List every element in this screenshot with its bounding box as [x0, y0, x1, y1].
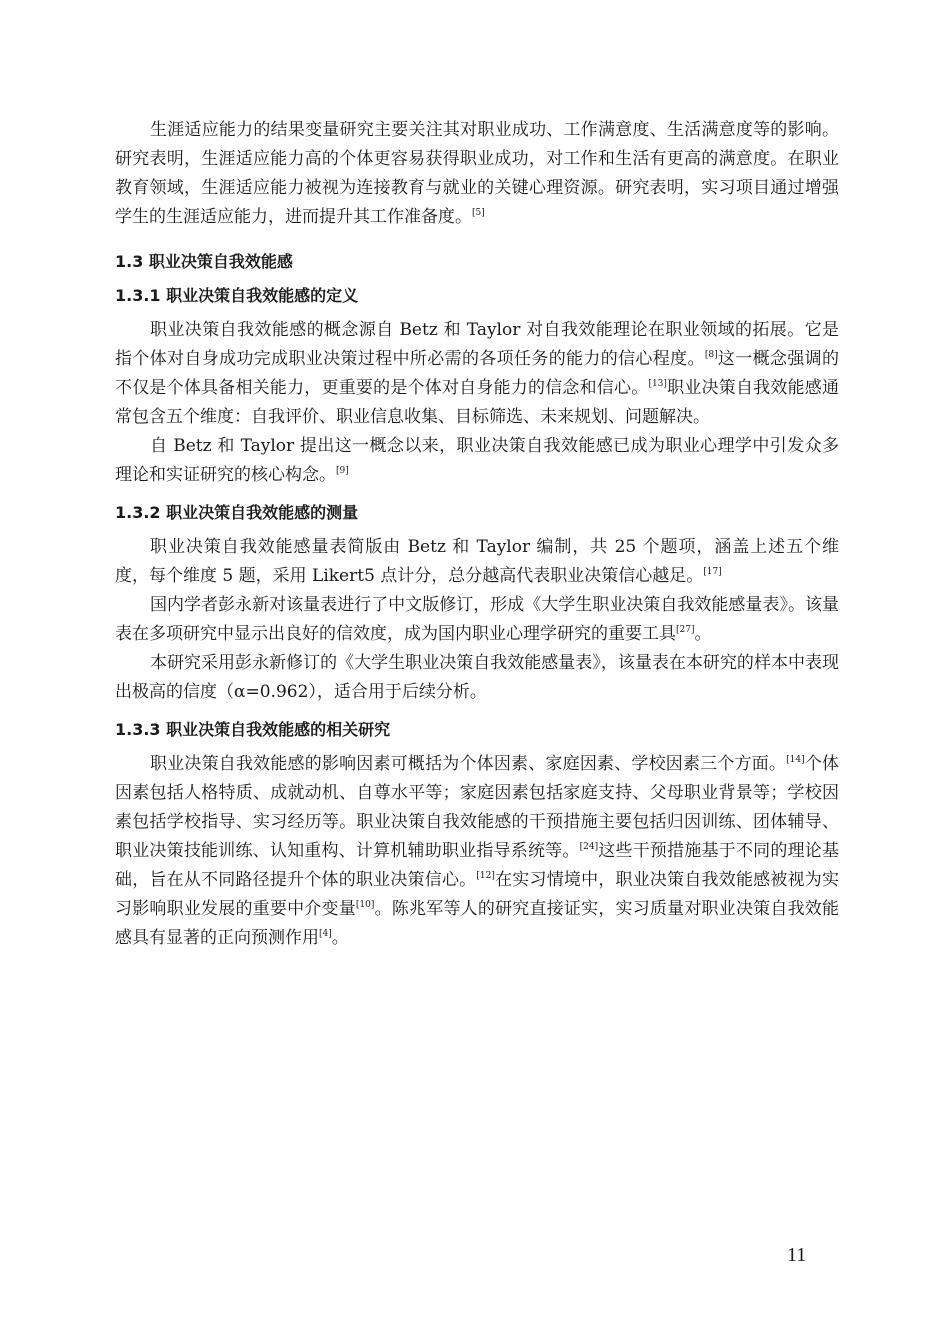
subsection-heading-related-research: 1.3.3 职业决策自我效能感的相关研究: [115, 720, 391, 739]
citation: [13]: [648, 379, 667, 389]
citation: [5]: [472, 208, 485, 218]
page-number: 11: [787, 1244, 807, 1266]
intro-text: 生涯适应能力的结果变量研究主要关注其对职业成功、工作满意度、生活满意度等的影响。研究表明，生涯适应能力高的个体更容易获得职业成功，对工作和生活有更高的满意度。在职业教育领域，生涯适应能力被视为连接教育与就业的关键心理资源。研究表明，实习项目通过增强学生的生涯适应能力，进而提升其工作准备度。: [115, 120, 839, 227]
citation: [8]: [704, 350, 718, 360]
text-run: 国内学者彭永新对该量表进行了中文版修订，形成《大学生职业决策自我效能感量表》。该量表在多项研究中显示出良好的信效度，成为国内职业心理学研究的重要工具: [115, 595, 839, 644]
text-run: 职业决策自我效能感的影响因素可概括为个体因素、家庭因素、学校因素三个方面。: [150, 754, 787, 774]
text-run: 在实习情境中，职业决策自我效能感被视为实习影响职业发展的重要中介变量: [115, 870, 840, 919]
text-run: 职业决策自我效能感通常包含五个维度：自我评价、职业信息收集、目标筛选、未来规划、问题解决。: [115, 378, 839, 427]
definition-paragraph-2: [115, 432, 839, 490]
text-run: 。: [694, 624, 712, 644]
citation: [9]: [336, 466, 349, 476]
measurement-paragraph-2: [115, 591, 839, 649]
text-run: 。陈兆军等人的研究直接证实，实习质量对职业决策自我效能感具有显著的正向预测作用: [115, 899, 840, 948]
citation: [10]: [355, 900, 375, 910]
text-run: 职业决策自我效能感量表简版由 Betz 和 Taylor 编制，共 25 个题项，涵盖上述五个维度，每个维度 5 题，采用 Likert5 点计分，总分越高代表职业决策信心越足。: [115, 537, 839, 586]
text-run: 个体因素包括人格特质、成就动机、自尊水平等；家庭因素包括家庭支持、父母职业背景等；学校因素包括学校指导、实习经历等。职业决策自我效能感的干预措施主要包括归因训练、团体辅导、职业决策技能训练、认知重构、计算机辅助职业指导系统等。: [115, 754, 840, 861]
text-run: 本研究采用彭永新修订的《大学生职业决策自我效能感量表》，该量表在本研究的样本中表现出极高的信度（α=0.962），适合用于后续分析。: [115, 653, 839, 702]
text-run: 。: [331, 928, 349, 948]
citation: [4]: [319, 929, 332, 939]
related-research-paragraph: [115, 750, 839, 953]
citation: [14]: [786, 755, 805, 765]
citation: [12]: [476, 871, 495, 881]
intro-paragraph: [115, 116, 839, 232]
definition-paragraph-1: [115, 316, 839, 432]
text-run: 自 Betz 和 Taylor 提出这一概念以来，职业决策自我效能感已成为职业心理学中引发众多理论和实证研究的核心构念。: [115, 436, 839, 485]
text-run: 这些干预措施基于不同的理论基础，旨在从不同路径提升个体的职业决策信心。: [115, 841, 840, 890]
citation: [24]: [579, 842, 599, 852]
text-run: 职业决策自我效能感的概念源自 Betz 和 Taylor 对自我效能理论在职业领域的拓展。它是指个体对自身成功完成职业决策过程中所必需的各项任务的能力的信心程度。: [115, 320, 839, 369]
citation: [27]: [676, 625, 695, 635]
measurement-paragraph-3: [115, 649, 839, 707]
section-heading: 1.3 职业决策自我效能感: [115, 252, 293, 271]
subsection-heading-measurement: 1.3.2 职业决策自我效能感的测量: [115, 503, 359, 522]
subsection-heading-definition: 1.3.1 职业决策自我效能感的定义: [115, 286, 359, 305]
citation: [17]: [703, 567, 722, 577]
text-run: 这一概念强调的不仅是个体具备相关能力，更重要的是个体对自身能力的信念和信心。: [115, 349, 840, 398]
measurement-paragraph-1: [115, 533, 839, 591]
page-body: [115, 116, 839, 953]
